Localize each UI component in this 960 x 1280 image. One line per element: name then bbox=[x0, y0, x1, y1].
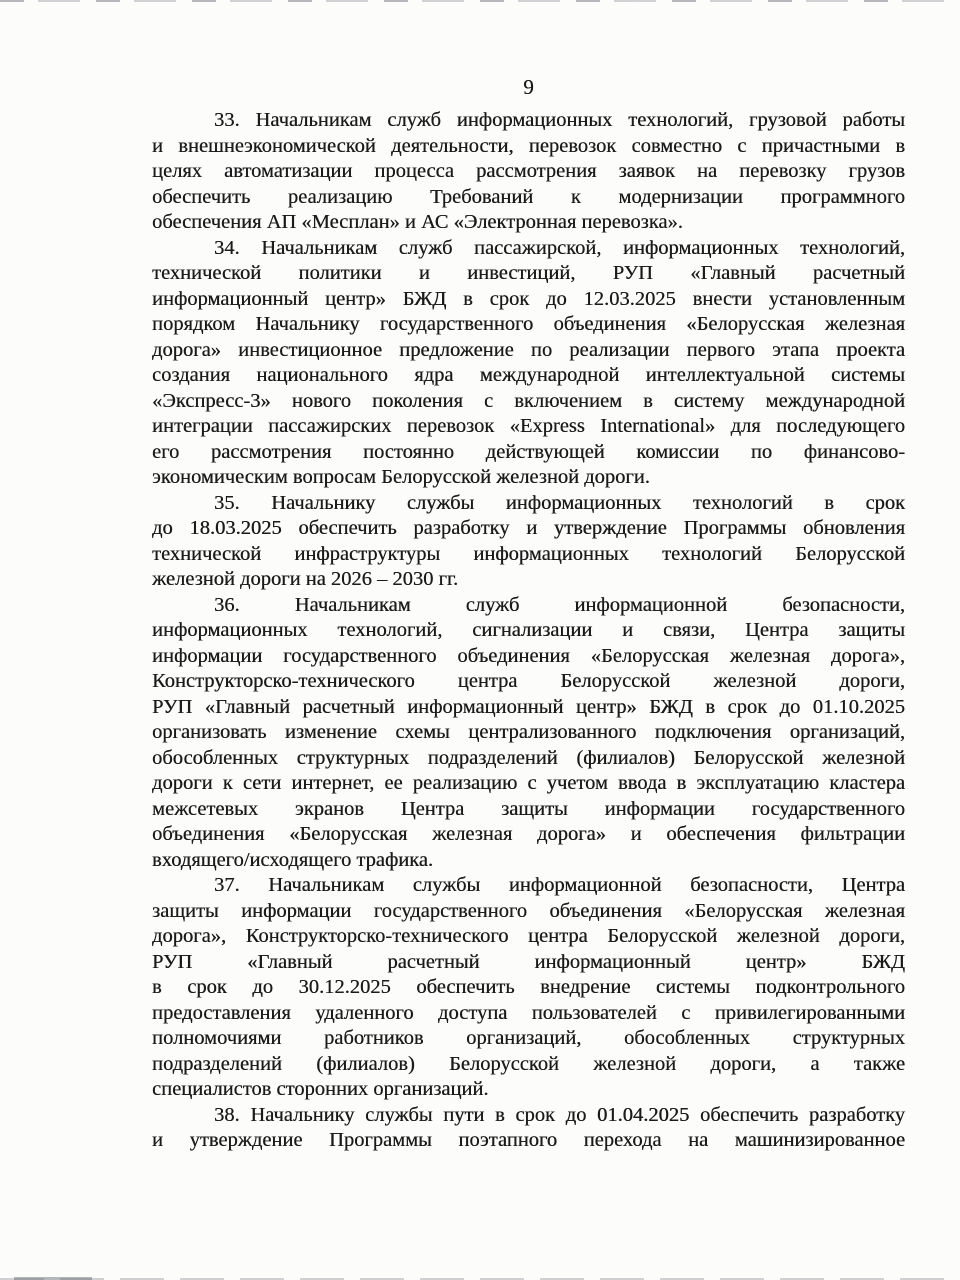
text-line: порядком Начальнику государственного объединения «Белорусская железная bbox=[152, 313, 905, 335]
text-line: железной дороги на 2026 – 2030 гг. bbox=[152, 568, 459, 590]
page-content bbox=[152, 74, 905, 1154]
text-line: «Экспресс-3» нового поколения с включением в систему международной bbox=[152, 389, 905, 412]
paragraph-38 bbox=[152, 1103, 905, 1154]
text-line: межсетевых экранов Центра защиты информации государственного bbox=[152, 797, 905, 820]
text-line: информации государственного объединения «Белорусская железная дорога», bbox=[152, 644, 905, 667]
paragraph-33 bbox=[152, 108, 905, 236]
paragraph-36 bbox=[152, 593, 905, 874]
text-line: 33. Начальникам служб информационных технологий, грузовой работы bbox=[214, 109, 905, 131]
text-line: Конструкторско-технического центра Белорусской железной дороги, bbox=[152, 670, 905, 692]
text-line: экономическим вопросам Белорусской железной дороги. bbox=[152, 466, 650, 488]
text-line: предоставления удаленного доступа пользователей с привилегированными bbox=[152, 1001, 905, 1024]
text-line: защиты информации государственного объединения «Белорусская железная bbox=[152, 899, 905, 922]
text-line: дорога», Конструкторско-технического центра Белорусской железной дороги, bbox=[152, 925, 905, 947]
page-number: 9 bbox=[523, 75, 534, 99]
text-line: дорога» инвестиционное предложение по реализации первого этапа проекта bbox=[152, 338, 905, 361]
text-line: в срок до 30.12.2025 обеспечить внедрение системы подконтрольного bbox=[152, 976, 905, 998]
text-line: РУП «Главный расчетный информационный центр» БЖД bbox=[152, 950, 905, 973]
text-line: подразделений (филиалов) Белорусской железной дороги, а также bbox=[152, 1052, 905, 1075]
paragraph-37 bbox=[152, 873, 905, 1103]
paragraph-35 bbox=[152, 491, 905, 593]
text-line: целях автоматизации процесса рассмотрения заявок на перевозку грузов bbox=[152, 160, 905, 182]
text-line: объединения «Белорусская железная дорога» и обеспечения фильтрации bbox=[152, 823, 905, 845]
paragraph-34 bbox=[152, 236, 905, 491]
text-line: и утверждение Программы поэтапного перехода на машинизированное bbox=[152, 1129, 905, 1151]
text-line: входящего/исходящего трафика. bbox=[152, 848, 434, 871]
text-line: 38. Начальнику службы пути в срок до 01.04.2025 обеспечить разработку bbox=[214, 1103, 905, 1126]
text-line: обеспечить реализацию Требований к модернизации программного bbox=[152, 185, 905, 208]
scan-edge-artifact-top bbox=[0, 0, 960, 2]
text-line: 35. Начальнику службы информационных технологий в срок bbox=[214, 491, 905, 514]
text-line: обеспечения АП «Месплан» и АС «Электронная перевозка». bbox=[152, 211, 683, 233]
document-body bbox=[152, 108, 905, 1154]
text-line: интеграции пассажирских перевозок «Express International» для последующего bbox=[152, 415, 905, 437]
text-line: до 18.03.2025 обеспечить разработку и утверждение Программы обновления bbox=[152, 517, 905, 539]
text-line: организовать изменение схемы централизованного подключения организаций, bbox=[152, 721, 905, 743]
text-line: информационный центр» БЖД в срок до 12.03.2025 внести установленным bbox=[152, 287, 905, 310]
text-line: РУП «Главный расчетный информационный центр» БЖД в срок до 01.10.2025 bbox=[152, 695, 905, 718]
text-line: и внешнеэкономической деятельности, перевозок совместно с причастными в bbox=[152, 134, 905, 157]
text-line: его рассмотрения постоянно действующей комиссии по финансово- bbox=[152, 440, 905, 463]
text-line: 37. Начальникам службы информационной безопасности, Центра bbox=[214, 874, 905, 896]
text-line: полномочиями работников организаций, обособленных структурных bbox=[152, 1027, 905, 1049]
text-line: специалистов сторонних организаций. bbox=[152, 1078, 489, 1100]
text-line: обособленных структурных подразделений (филиалов) Белорусской железной bbox=[152, 746, 905, 769]
text-line: технической политики и инвестиций, РУП «Главный расчетный bbox=[152, 262, 905, 284]
text-line: технической инфраструктуры информационных технологий Белорусской bbox=[152, 542, 905, 565]
text-line: информационных технологий, сигнализации и связи, Центра защиты bbox=[152, 619, 905, 641]
text-line: 36. Начальникам служб информационной безопасности, bbox=[214, 593, 905, 616]
text-line: 34. Начальникам служб пассажирской, информационных технологий, bbox=[214, 236, 905, 259]
text-line: дороги к сети интернет, ее реализацию с учетом ввода в эксплуатацию кластера bbox=[152, 772, 905, 794]
text-line: создания национального ядра международной интеллектуальной системы bbox=[152, 364, 905, 386]
